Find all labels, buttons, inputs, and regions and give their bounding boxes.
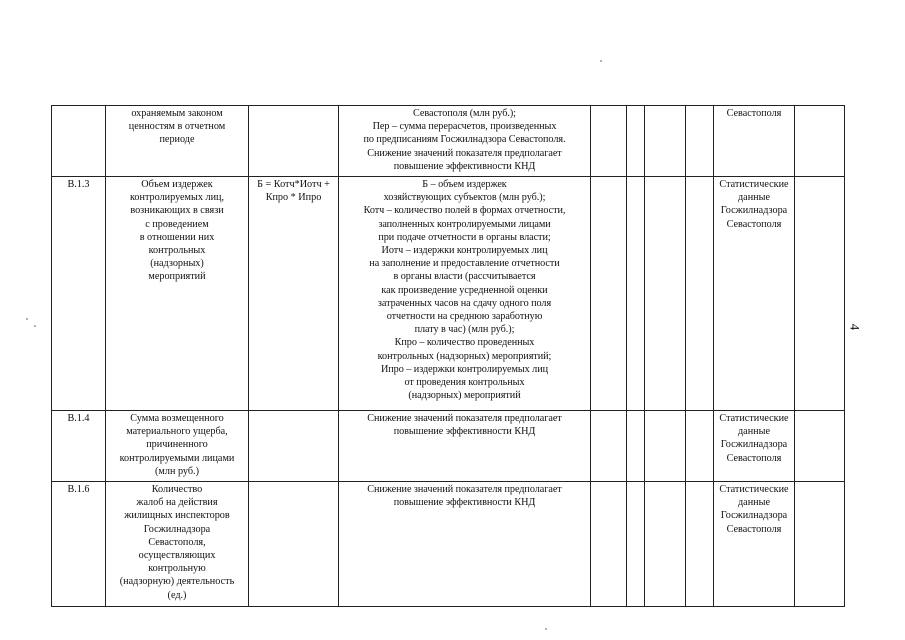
empty-cell	[795, 177, 845, 411]
indicator-description-line: Снижение значений показателя предполагает	[367, 413, 562, 424]
indicator-source	[714, 106, 795, 177]
empty-cell	[627, 482, 645, 607]
indicator-description-line: хозяйствующих субъектов (млн руб.);	[383, 192, 546, 204]
indicator-formula	[249, 177, 339, 411]
empty-cell	[627, 411, 645, 482]
indicator-description-line: на заполнение и предоставление отчетности	[369, 258, 560, 270]
indicator-source-line: данные	[738, 192, 770, 204]
indicator-formula-line: Кпро * Ипро	[265, 192, 322, 204]
indicator-name-line: мероприятий	[148, 271, 206, 283]
indicator-name-line: жалоб на действия	[136, 497, 218, 509]
indicator-source-line: Госжилнадзора	[720, 510, 788, 522]
indicator-source-line: данные	[738, 497, 770, 509]
indicator-description-line: контрольных (надзорных) мероприятий;	[377, 350, 552, 362]
indicator-source-line: Статистические	[719, 179, 789, 190]
indicator-description-line: Севастополя (млн руб.);	[413, 108, 516, 119]
scan-speck	[34, 325, 36, 327]
empty-cell	[627, 177, 645, 411]
empty-cell	[645, 411, 686, 482]
indicator-name	[106, 177, 249, 411]
empty-cell	[686, 482, 714, 607]
indicator-name-line: контрольных	[148, 245, 206, 257]
indicator-description	[339, 106, 591, 177]
empty-cell	[645, 106, 686, 177]
indicator-description-line: в органы власти (рассчитывается	[393, 271, 536, 283]
table-row	[52, 106, 845, 177]
empty-cell	[686, 106, 714, 177]
indicator-description-line: Кпро – количество проведенных	[394, 337, 535, 349]
indicator-name-line: Сумма возмещенного	[130, 413, 224, 424]
indicator-source-line: Севастополя	[726, 108, 782, 119]
empty-cell	[686, 411, 714, 482]
indicator-source-line: Статистические	[719, 413, 789, 424]
indicator-description-line: повышение эффективности КНД	[393, 426, 536, 438]
scan-speck	[26, 318, 28, 320]
empty-cell	[645, 177, 686, 411]
indicator-source-line: Госжилнадзора	[720, 205, 788, 217]
indicator-description-line: Ипро – издержки контролируемых лиц	[380, 363, 549, 375]
indicator-source	[714, 177, 795, 411]
empty-cell	[645, 482, 686, 607]
indicator-name	[106, 106, 249, 177]
indicator-source-line: Госжилнадзора	[720, 439, 788, 451]
indicator-name-line: (надзорную) деятельность	[119, 576, 235, 588]
indicator-name-line: контролируемыми лицами	[119, 452, 235, 464]
table-row	[52, 411, 845, 482]
indicator-source	[714, 482, 795, 607]
indicator-description-line: Снижение значений показателя предполагает	[367, 147, 562, 159]
table-row	[52, 482, 845, 607]
indicator-name-line: материального ущерба,	[126, 426, 228, 438]
indicators-table	[51, 105, 845, 607]
indicator-description-line: Б – объем издержек	[422, 179, 507, 190]
indicator-description-line: повышение эффективности КНД	[393, 497, 536, 509]
empty-cell	[686, 177, 714, 411]
empty-cell	[591, 411, 627, 482]
empty-cell	[795, 106, 845, 177]
indicator-code	[52, 106, 106, 177]
indicator-name-line: Объем издержек	[141, 179, 213, 190]
indicator-code: В.1.6	[52, 482, 106, 607]
indicator-source-line: Статистические	[719, 484, 789, 495]
indicator-source-line: данные	[738, 426, 770, 438]
indicator-description-line: повышение эффективности КНД	[393, 160, 536, 172]
indicator-source-line: Севастополя	[726, 452, 782, 464]
indicator-description-line: при подаче отчетности в органы власти;	[378, 231, 551, 243]
indicator-name-line: возникающих в связи	[130, 205, 224, 217]
empty-cell	[591, 177, 627, 411]
indicator-description-line: Иотч – издержки контролируемых лиц	[381, 245, 548, 257]
indicator-description-line: Котч – количество полей в формах отчетности,	[363, 205, 566, 217]
scan-speck	[545, 628, 547, 630]
indicator-description-line: (надзорных) мероприятий	[408, 390, 521, 402]
indicator-description-line: плату в час) (млн руб.);	[414, 324, 515, 336]
indicator-code: В.1.4	[52, 411, 106, 482]
indicator-formula	[249, 482, 339, 607]
indicator-name-line: (ед.)	[167, 589, 187, 601]
indicator-name-line: контролируемых лиц,	[129, 192, 225, 204]
indicator-description-line: по предписаниям Госжилнадзора Севастополя.	[363, 134, 566, 146]
indicator-name-line: жилищных инспекторов	[124, 510, 230, 522]
indicator-name-line: (надзорных)	[150, 258, 204, 270]
indicator-description-line: как произведение усредненной оценки	[381, 284, 548, 296]
scan-speck	[600, 60, 602, 62]
indicator-source-line: Севастополя	[726, 523, 782, 535]
empty-cell	[591, 482, 627, 607]
table-body	[52, 106, 845, 607]
indicator-name-line: контрольную	[148, 563, 206, 575]
indicator-name-line: Количество	[151, 484, 203, 495]
empty-cell	[795, 482, 845, 607]
indicator-description	[339, 411, 591, 482]
page-number: 4	[847, 323, 863, 331]
indicator-description-line: отчетности на среднюю заработную	[386, 311, 543, 323]
indicator-formula	[249, 106, 339, 177]
indicator-description-line: заполненных контролируемыми лицами	[378, 218, 551, 230]
indicator-description	[339, 177, 591, 411]
indicator-name-line: в отношении них	[139, 231, 215, 243]
table-row	[52, 177, 845, 411]
indicator-name	[106, 482, 249, 607]
indicator-code: В.1.3	[52, 177, 106, 411]
indicator-name-line: причиненного	[146, 439, 208, 451]
indicator-description	[339, 482, 591, 607]
indicator-description-line: Пер – сумма перерасчетов, произведенных	[372, 121, 557, 133]
indicator-name-line: Госжилнадзора	[143, 523, 211, 535]
indicator-name-line: (млн руб.)	[155, 465, 199, 477]
indicator-name-line: осуществляющих	[138, 550, 216, 562]
empty-cell	[627, 106, 645, 177]
indicator-description-line: затраченных часов на сдачу одного поля	[377, 297, 552, 309]
indicator-formula-line: Б = Котч*Иотч +	[257, 179, 330, 190]
empty-cell	[795, 411, 845, 482]
indicator-name-line: с проведением	[145, 218, 209, 230]
indicator-source	[714, 411, 795, 482]
indicator-formula	[249, 411, 339, 482]
indicator-name	[106, 411, 249, 482]
indicator-description-line: от проведения контрольных	[404, 377, 525, 389]
indicator-description-line: Снижение значений показателя предполагает	[367, 484, 562, 495]
indicator-name-line: ценностям в отчетном	[128, 121, 226, 133]
empty-cell	[591, 106, 627, 177]
indicator-name-line: периоде	[159, 134, 195, 146]
indicator-name-line: охраняемым законом	[131, 108, 223, 119]
indicator-name-line: Севастополя,	[148, 536, 206, 548]
indicator-source-line: Севастополя	[726, 218, 782, 230]
